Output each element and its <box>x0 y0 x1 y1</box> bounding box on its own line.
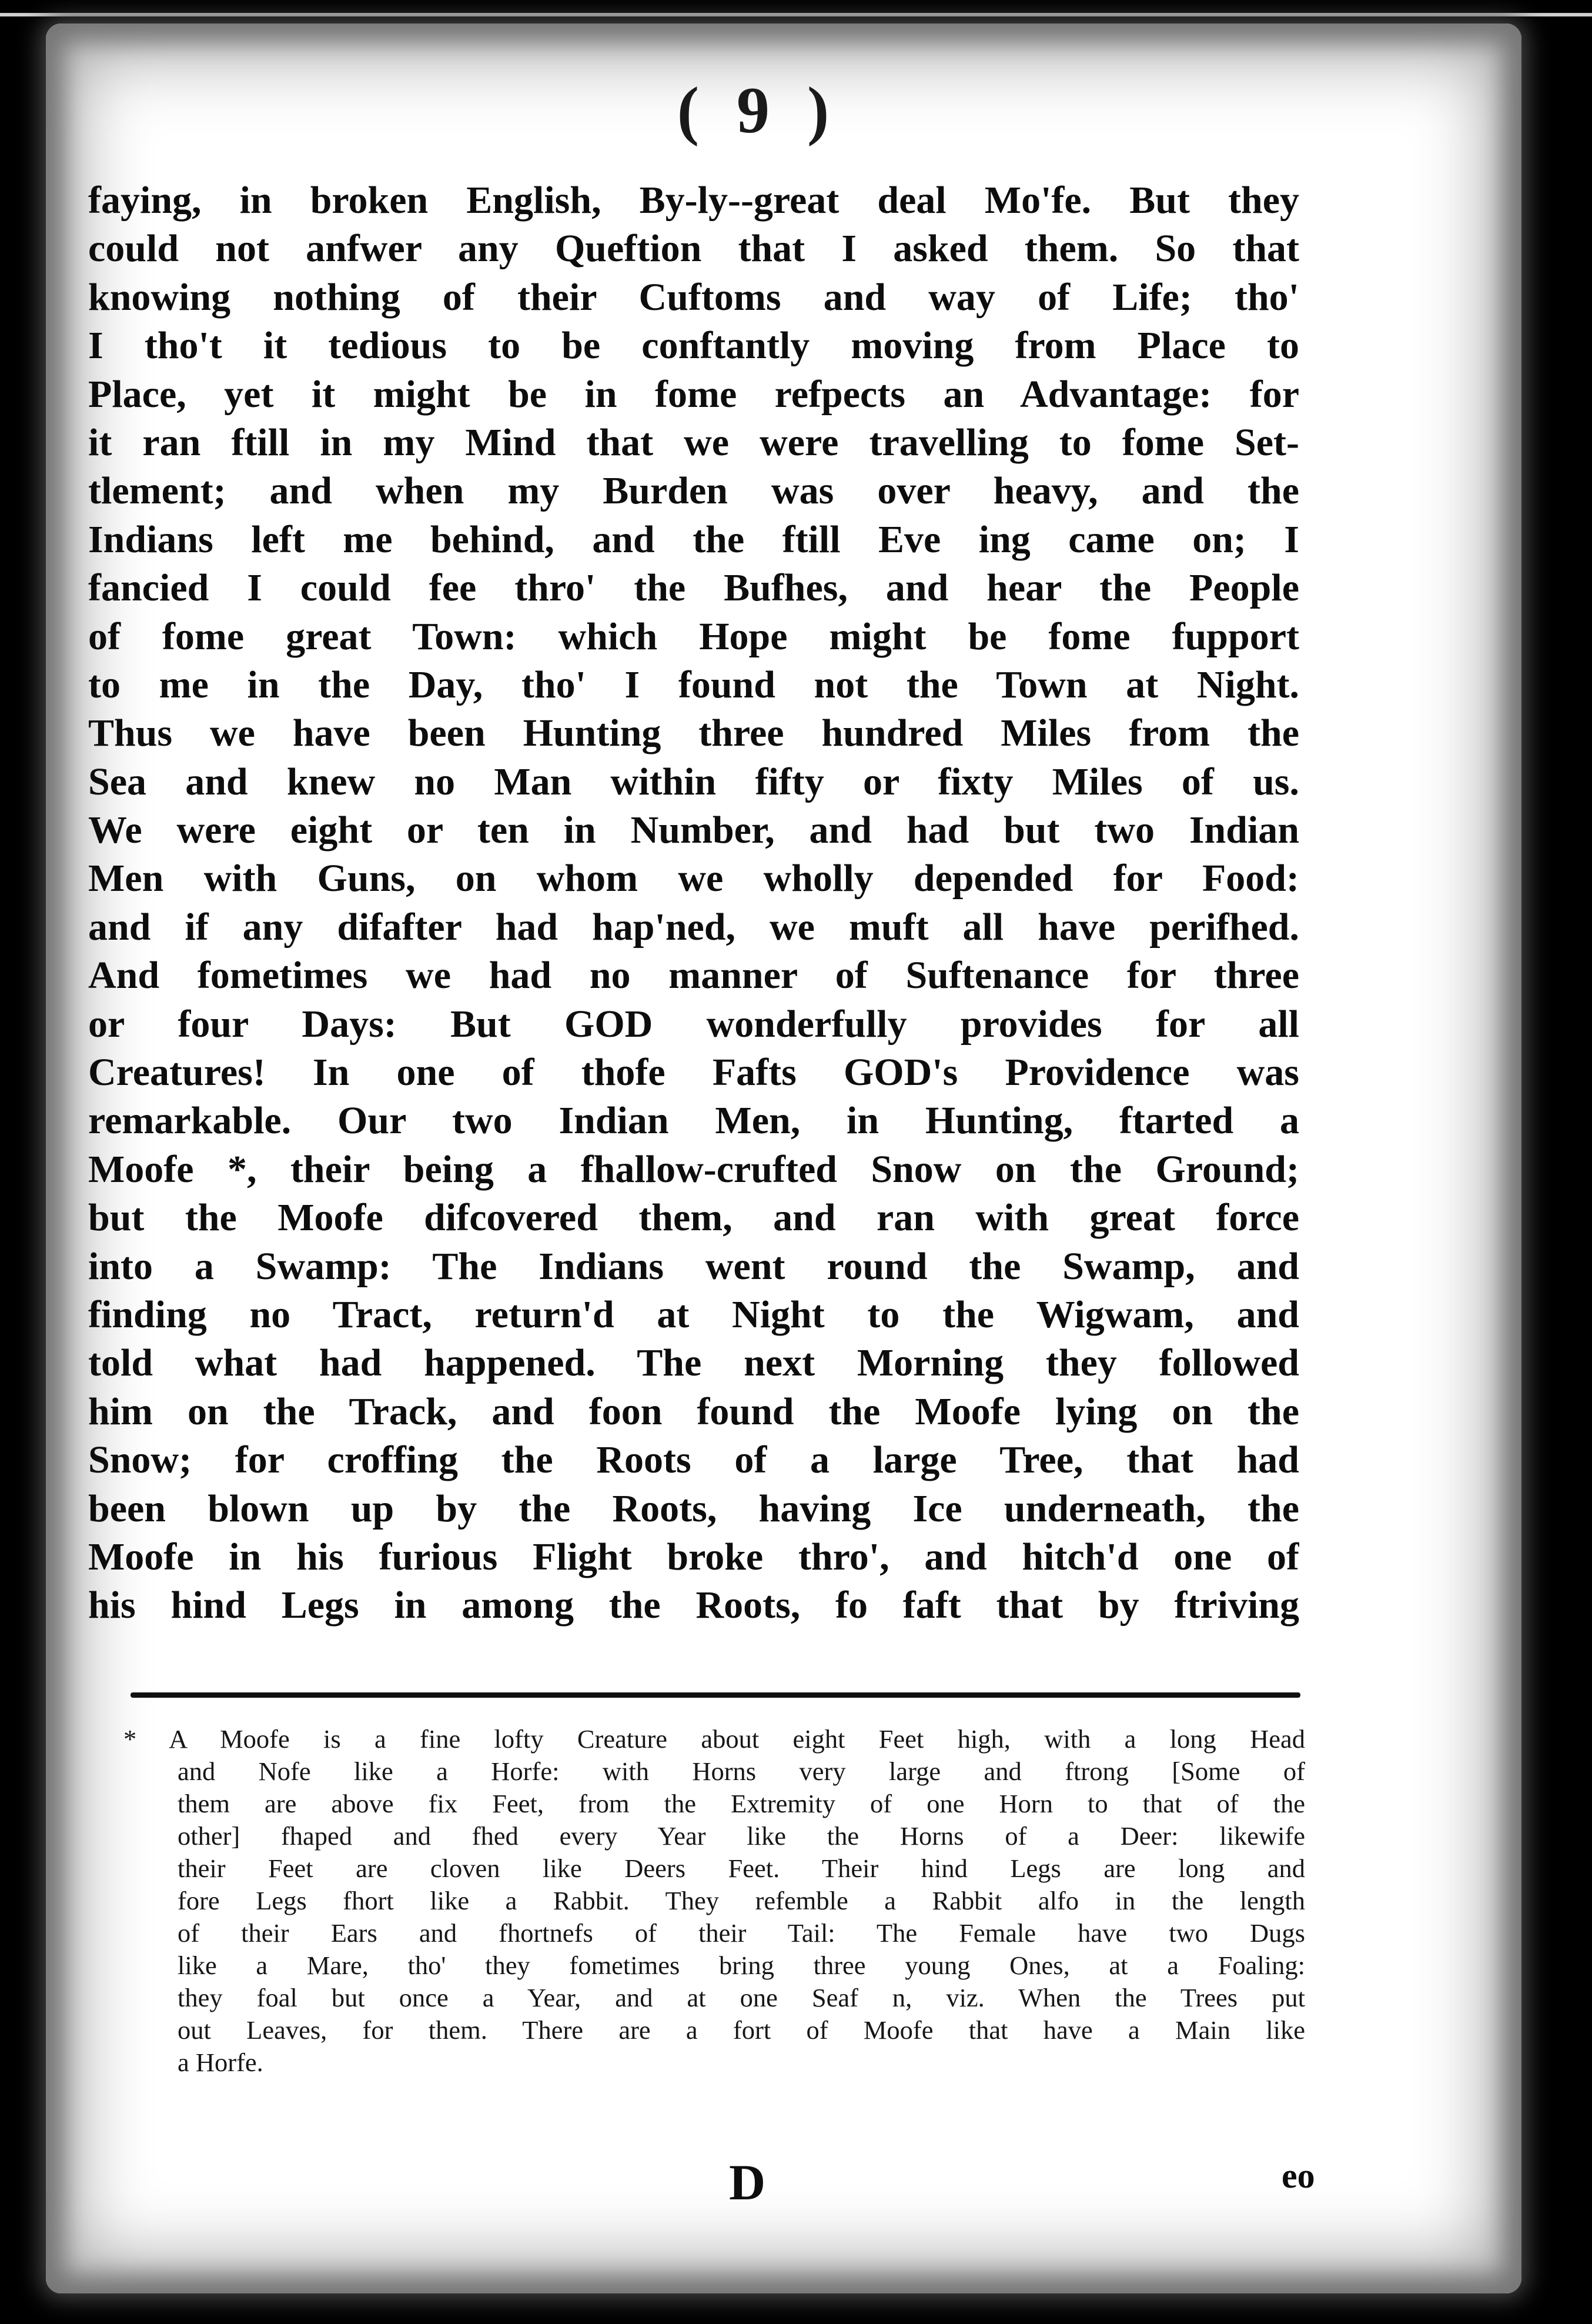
body-line: into a Swamp: The Indians went round the Swamp, and <box>88 1244 1299 1288</box>
body-line: And fometimes we had no manner of Suftenance for three <box>88 954 1299 997</box>
footnote-line: fore Legs fhort like a Rabbit. They refemble a Rabbit alfo in the length <box>178 1886 1305 1915</box>
body-line: been blown up by the Roots, having Ice underneath, the <box>88 1487 1299 1530</box>
footnote <box>123 1723 1305 2079</box>
footnote-line: other] fhaped and fhed every Year like the Horns of a Deer: likewife <box>178 1821 1305 1851</box>
body-line: or four Days: But GOD wonderfully provides for all <box>88 1002 1299 1046</box>
body-line: tlement; and when my Burden was over heavy, and the <box>88 469 1299 513</box>
body-line: and if any difafter had hap'ned, we muft all have perifhed. <box>88 905 1299 949</box>
footnote-line: * A Moofe is a fine lofty Creature about eight Feet high, with a long Head <box>123 1724 1305 1754</box>
footnote-line: like a Mare, tho' they fometimes bring three young Ones, at a Foaling: <box>178 1951 1305 1980</box>
body-line: could not anfwer any Queftion that I asked them. So that <box>88 227 1299 271</box>
footnote-rule <box>131 1692 1300 1698</box>
catchword: eo <box>1282 2156 1315 2195</box>
body-line: Moofe *, their being a fhallow-crufted Snow on the Ground; <box>88 1147 1299 1191</box>
footnote-line: out Leaves, for them. There are a fort of Moofe that have a Main like <box>178 2015 1305 2045</box>
signature-mark: D <box>729 2154 766 2211</box>
body-line: to me in the Day, tho' I found not the Town at Night. <box>88 663 1299 706</box>
body-line: Snow; for croffing the Roots of a large Tree, that had <box>88 1438 1299 1482</box>
body-line: faying, in broken English, By-ly--great deal Mo'fe. But they <box>88 179 1299 222</box>
body-line: Moofe in his furious Flight broke thro', and hitch'd one of <box>88 1535 1299 1578</box>
footnote-line: them are above fix Feet, from the Extremity of one Horn to that of the <box>178 1789 1305 1818</box>
footnote-line: their Feet are cloven like Deers Feet. Their hind Legs are long and <box>178 1854 1305 1883</box>
body-line: but the Moofe difcovered them, and ran with great force <box>88 1196 1299 1240</box>
body-line: it ran ftill in my Mind that we were travelling to fome Set- <box>88 420 1299 464</box>
page-number: ( 9 ) <box>677 74 840 147</box>
body-line: Sea and knew no Man within fifty or fixty Miles of us. <box>88 760 1299 803</box>
body-line: remarkable. Our two Indian Men, in Hunting, ftarted a <box>88 1099 1299 1143</box>
footnote-line: and Nofe like a Horfe: with Horns very large and ftrong [Some of <box>178 1757 1305 1786</box>
body-line: him on the Track, and foon found the Moofe lying on the <box>88 1390 1299 1433</box>
body-line: Indians left me behind, and the ftill Eve ing came on; I <box>88 517 1299 561</box>
scan-top-rule <box>0 13 1592 16</box>
body-line: fancied I could fee thro' the Bufhes, and hear the People <box>88 566 1299 610</box>
body-line: Place, yet it might be in fome refpects an Advantage: for <box>88 372 1299 416</box>
body-line: I tho't it tedious to be conftantly moving from Place to <box>88 324 1299 368</box>
body-line: knowing nothing of their Cuftoms and way of Life; tho' <box>88 275 1299 319</box>
footnote-line: of their Ears and fhortnefs of their Tail: The Female have two Dugs <box>178 1918 1305 1948</box>
body-line: Men with Guns, on whom we wholly depended for Food: <box>88 857 1299 900</box>
body-line: his hind Legs in among the Roots, fo faft that by ftriving <box>88 1584 1299 1627</box>
body-line: finding no Tract, return'd at Night to the Wigwam, and <box>88 1293 1299 1336</box>
body-text <box>88 176 1299 1630</box>
body-line: We were eight or ten in Number, and had but two Indian <box>88 809 1299 852</box>
body-line: of fome great Town: which Hope might be fome fupport <box>88 615 1299 658</box>
body-line: Thus we have been Hunting three hundred Miles from the <box>88 712 1299 755</box>
footnote-line: they foal but once a Year, and at one Seaf n, viz. When the Trees put <box>178 1983 1305 2012</box>
body-line: Creatures! In one of thofe Fafts GOD's Providence was <box>88 1051 1299 1094</box>
footnote-line: a Horfe. <box>178 2048 263 2077</box>
body-line: told what had happened. The next Morning they followed <box>88 1341 1299 1385</box>
